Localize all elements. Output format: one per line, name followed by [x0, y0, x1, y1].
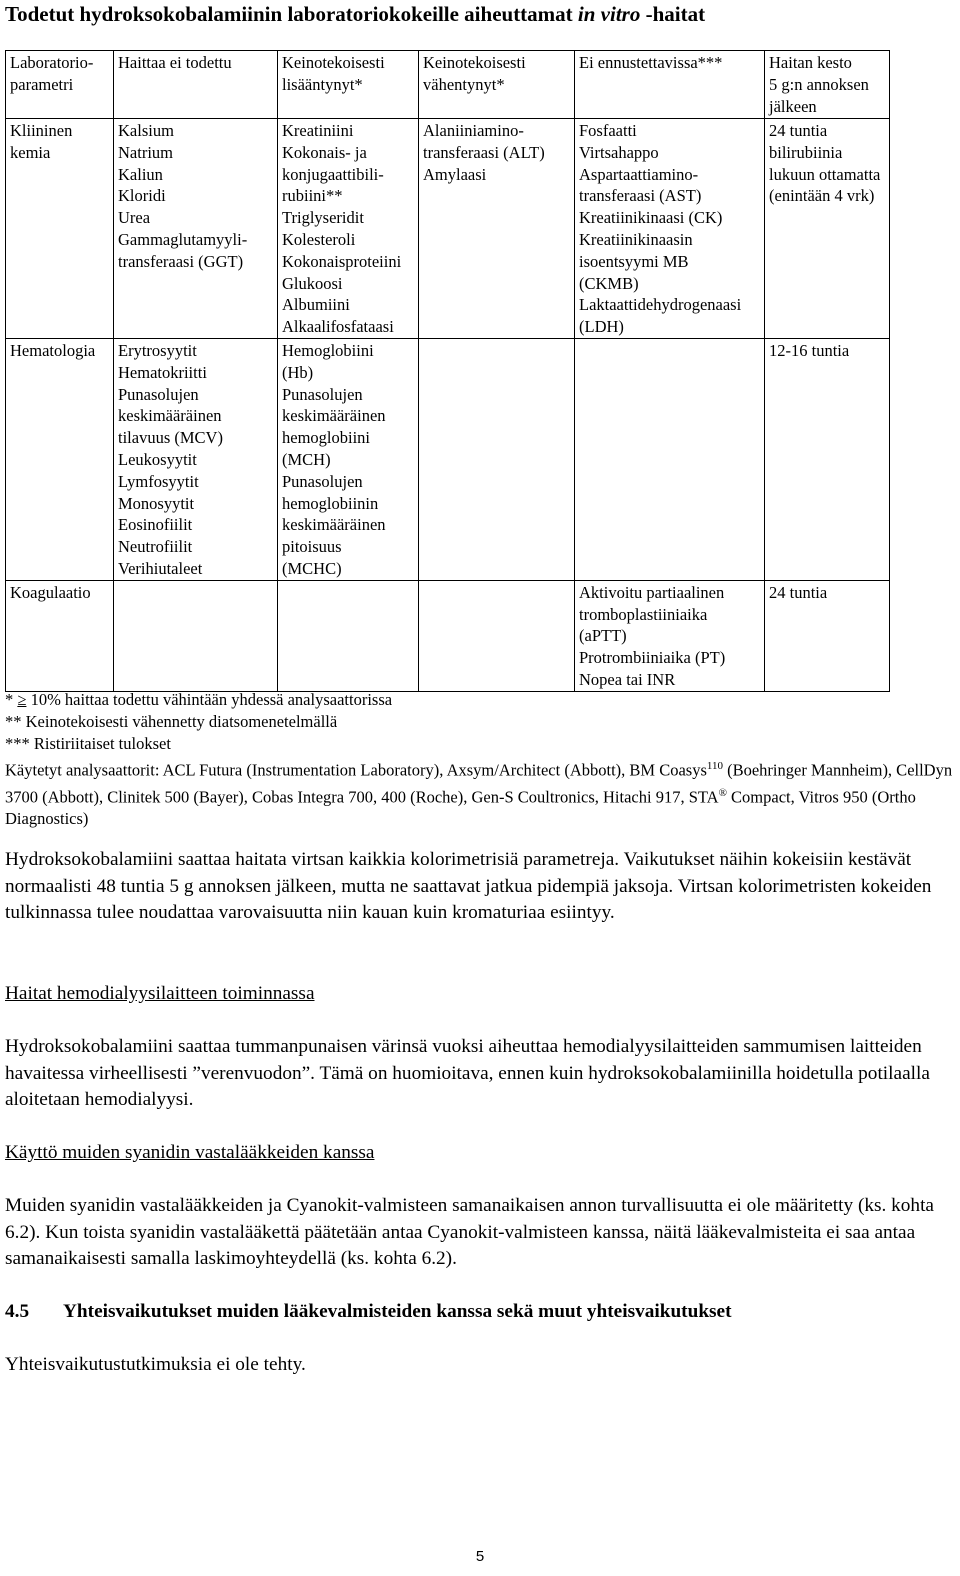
analyzers-note: Käytetyt analysaattorit: ACL Futura (Instrumentation Laboratory), Axsym/Architect (Abbott), BM Coasys$^{110}$ (Boehringer Mannheim), CellDyn 3700 (Abbott), Clinitek 500 (Bayer), Cobas Integra 700, 400 (Roche), Gen-S Coultronics, Hitachi 917, STA® Compact, Vitros 950 (Ortho Diagnostics)	[5, 760, 953, 828]
cell-line: Alkaalifosfataasi	[282, 317, 394, 337]
section-number: 4.5	[5, 1301, 30, 1322]
cell-line: isoentsyymi MB	[579, 251, 689, 271]
cell-line: tilavuus (MCV)	[118, 428, 223, 448]
cell-line: Urea	[118, 208, 151, 228]
cell-line: tromboplastiiniaika	[579, 604, 708, 624]
cell-line: Eosinofiilit	[118, 515, 193, 535]
header-increased	[278, 51, 419, 119]
cell-line: Glukoosi	[282, 273, 343, 293]
cell-line: rubiini**	[282, 186, 343, 206]
cell-decreased	[419, 580, 575, 691]
section-heading-4-5	[5, 1299, 955, 1325]
cell-line: keskimääräinen	[118, 406, 222, 426]
cell-line: Neutrofiilit	[118, 537, 193, 557]
cell-line: Natrium	[118, 142, 173, 162]
cell-line: lukuun ottamatta	[769, 164, 881, 184]
cell-line: Alaniiniamino-	[423, 121, 524, 140]
cell-increased	[278, 119, 419, 339]
cell-line: Kreatiinikinaasin	[579, 229, 693, 249]
cell-increased	[278, 580, 419, 691]
cell-no-interference	[114, 119, 278, 339]
cell-line: Kreatiinikinaasi (CK)	[579, 208, 723, 228]
cell-line: bilirubiinia	[769, 142, 843, 162]
heading-hemodialysis: Haitat hemodialyysilaitteen toiminnassa	[5, 983, 315, 1004]
cell-unpredictable	[575, 119, 765, 339]
cell-line: (CKMB)	[579, 273, 639, 293]
paragraph-hemodialysis: Hydroksokobalamiini saattaa tummanpunaisen värinsä vuoksi aiheuttaa hemodialyysilaitteiden sammumisen laitteiden havaitessa virheellisesti ”verenvuodon”. Tämä on huomioitava, ennen kuin hydroksokobalamiinilla hoidetulla potilaalla aloitetaan hemodialyysi.	[5, 1036, 930, 1110]
cell-line: Haitan kesto	[769, 53, 852, 72]
footnote-3: *** Ristiriitaiset tulokset	[5, 734, 171, 753]
cell-line: Laktaattidehydrogenaasi	[579, 295, 742, 315]
cell-line: Kalsium	[118, 121, 174, 140]
cell-line: (LDH)	[579, 317, 624, 337]
table-header-row	[6, 51, 890, 119]
cell-line: Ei ennustettavissa***	[579, 53, 723, 72]
cell-line: Triglyseridit	[282, 208, 364, 228]
cell-line: 24 tuntia	[769, 121, 828, 140]
cell-line: Gammaglutamyyli-	[118, 229, 248, 249]
cell-line: (Hb)	[282, 362, 314, 382]
cell-line: parametri	[10, 74, 74, 94]
cell-line: Punasolujen	[282, 384, 363, 404]
cell-line: Kloridi	[118, 186, 166, 206]
cell-line: Nopea tai INR	[579, 669, 676, 689]
cell-line: Kliininen	[10, 121, 73, 140]
table-row	[6, 119, 890, 339]
cell-line: hemoglobiini	[282, 428, 370, 448]
cell-increased	[278, 338, 419, 580]
table-row	[6, 580, 890, 691]
table-footnotes	[5, 689, 955, 830]
title-main: Todetut hydroksokobalamiinin laboratoriokokeille aiheuttamat	[5, 2, 578, 26]
header-duration	[765, 51, 890, 119]
cell-line: transferaasi (AST)	[579, 186, 702, 206]
cell-line: Kolesteroli	[282, 229, 356, 249]
cell-line: Albumiini	[282, 295, 350, 315]
cell-line: Kokonaisproteiini	[282, 251, 402, 271]
cell-line: Punasolujen	[282, 471, 363, 491]
cell-line: Virtsahappo	[579, 142, 659, 162]
cell-line: Fosfaatti	[579, 121, 637, 140]
cell-line: Keinotekoisesti	[423, 53, 526, 72]
title-italic: in vitro	[577, 2, 641, 26]
footnote-2: ** Keinotekoisesti vähennetty diatsomenetelmällä	[5, 712, 338, 731]
cell-line: pitoisuus	[282, 537, 342, 557]
paragraph-urine-colorimetric: Hydroksokobalamiini saattaa haitata virtsan kaikkia kolorimetrisiä parametreja. Vaikutukset näihin kokeisiin kestävät normaalisti 48 tuntia 5 g annoksen jälkeen, mutta ne saattavat jatkua pidempiä jaksoja. Virtsan kolorimetristen kokeiden tulkinnassa tulee noudattaa varovaisuutta niin kauan kuin kromaturiaa esiintyy.	[5, 849, 932, 923]
ge-symbol: ≥	[17, 690, 27, 709]
paragraph-other-antidotes: Muiden syanidin vastalääkkeiden ja Cyanokit-valmisteen samanaikaisen annon turvallisuutta ei ole määritetty (ks. kohta 6.2). Kun toista syanidin vastalääkettä päätetään antaa Cyanokit-valmisteen kanssa, näitä lääkevalmisteita ei saa antaa samanaikaisesti samalla laskimoyhteydellä (ks. kohta 6.2).	[5, 1195, 934, 1269]
cell-decreased	[419, 338, 575, 580]
cell-duration	[765, 338, 890, 580]
cell-line: keskimääräinen	[282, 406, 386, 426]
cell-line: Aspartaattiamino-	[579, 164, 699, 184]
cell-line: Leukosyytit	[118, 449, 197, 469]
heading-other-antidotes: Käyttö muiden syanidin vastalääkkeiden kanssa	[5, 1142, 375, 1163]
cell-line: 24 tuntia	[769, 582, 828, 602]
cell-line: transferaasi (ALT)	[423, 142, 545, 162]
cell-line: Hemoglobiini	[282, 340, 374, 360]
cell-duration	[765, 580, 890, 691]
header-parameter	[6, 51, 114, 119]
cell-line: Amylaasi	[423, 164, 487, 184]
cell-line: lisääntynyt*	[282, 74, 363, 94]
footnote-1: * ≥ 10% haittaa todettu vähintään yhdessä analysaattorissa	[5, 690, 393, 709]
cell-parameter	[6, 338, 114, 580]
cell-parameter	[6, 119, 114, 339]
cell-line: konjugaattibili-	[282, 164, 384, 184]
cell-line: hemoglobiinin	[282, 493, 379, 513]
cell-line: Haittaa ei todettu	[118, 53, 232, 72]
header-no-interference	[114, 51, 278, 119]
cell-line: Lymfosyytit	[118, 471, 199, 491]
cell-line: Laboratorio-	[10, 53, 94, 72]
title-end: -haitat	[640, 2, 706, 26]
section-title: Yhteisvaikutukset muiden lääkevalmisteiden kanssa sekä muut yhteisvaikutukset	[63, 1301, 732, 1322]
page-number: 5	[475, 1548, 485, 1565]
cell-line: Keinotekoisesti	[282, 53, 385, 72]
cell-no-interference	[114, 338, 278, 580]
cell-line: Monosyytit	[118, 493, 195, 513]
cell-line: Punasolujen	[118, 384, 199, 404]
registered-symbol: ®	[718, 786, 727, 799]
cell-line: (MCH)	[282, 449, 331, 469]
cell-line: (enintään 4 vrk)	[769, 186, 875, 206]
cell-line: Kaliun	[118, 164, 163, 184]
cell-decreased	[419, 119, 575, 339]
page-title	[5, 2, 955, 26]
header-decreased	[419, 51, 575, 119]
cell-line: Koagulaatio	[10, 582, 91, 602]
cell-line: Hematologia	[10, 340, 96, 360]
cell-line: jälkeen	[769, 96, 817, 116]
cell-line: Aktivoitu partiaalinen	[579, 582, 725, 602]
cell-unpredictable	[575, 580, 765, 691]
header-unpredictable	[575, 51, 765, 119]
cell-line: Erytrosyytit	[118, 340, 197, 360]
cell-line: 12-16 tuntia	[769, 340, 850, 360]
cell-no-interference	[114, 580, 278, 691]
table-row	[6, 338, 890, 580]
cell-line: transferaasi (GGT)	[118, 251, 244, 271]
cell-parameter	[6, 580, 114, 691]
cell-line: Protrombiiniaika (PT)	[579, 648, 726, 668]
cell-line: Verihiutaleet	[118, 558, 203, 578]
cell-unpredictable	[575, 338, 765, 580]
cell-line: (aPTT)	[579, 626, 627, 646]
cell-line: (MCHC)	[282, 558, 342, 578]
cell-line: 5 g:n annoksen	[769, 74, 869, 94]
paragraph-interaction-studies: Yhteisvaikutustutkimuksia ei ole tehty.	[5, 1354, 306, 1375]
cell-line: Hematokriitti	[118, 362, 207, 382]
lab-interference-table	[5, 50, 890, 692]
cell-line: kemia	[10, 142, 51, 162]
cell-line: keskimääräinen	[282, 515, 386, 535]
cell-duration	[765, 119, 890, 339]
cell-line: Kreatiniini	[282, 121, 354, 140]
cell-line: vähentynyt*	[423, 74, 505, 94]
cell-line: Kokonais- ja	[282, 142, 367, 162]
